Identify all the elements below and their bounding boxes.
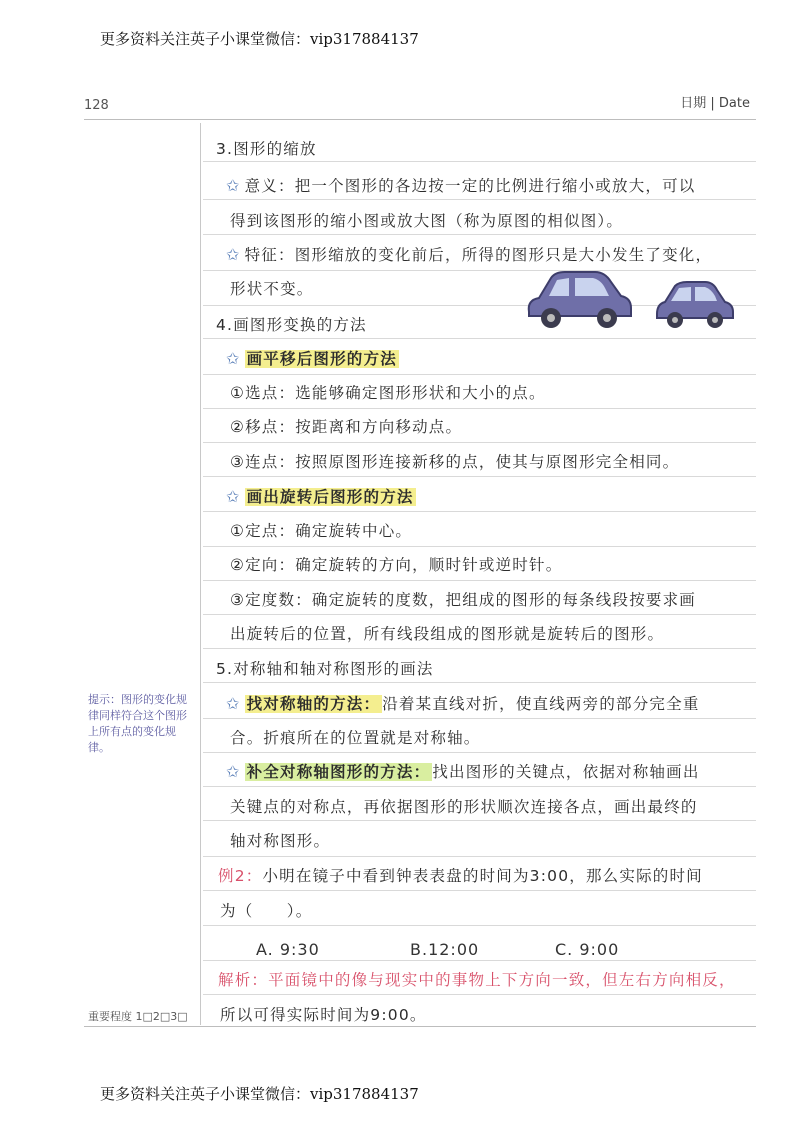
importance-rating: 重要程度 1□2□3□ xyxy=(88,1010,188,1023)
s5-find-line2: 合。折痕所在的位置就是对称轴。 xyxy=(230,729,481,747)
s5-complete-line1: ✩ 补全对称轴图形的方法： 找出图形的关键点，依据对称轴画出 xyxy=(226,762,700,781)
side-note: 提示：图形的变化规律同样符合这个图形上所有点的变化规律。 xyxy=(88,693,187,754)
margin-line xyxy=(200,123,201,1025)
s4-translate-step3: ③连点：按照原图形连接新移的点，使其与原图形完全相同。 xyxy=(230,453,680,471)
s4-rotate-step3-line2: 出旋转后的位置，所有线段组成的图形就是旋转后的图形。 xyxy=(230,625,665,643)
analysis-line2: 所以可得实际时间为9:00。 xyxy=(220,1006,427,1024)
s3-feature-line1: ✩ 特征：图形缩放的变化前后，所得的图形只是大小发生了变化， xyxy=(226,245,713,264)
option-c: C. 9:00 xyxy=(555,940,620,959)
star-icon: ✩ xyxy=(226,694,241,713)
s4-rotate-step1: ①定点：确定旋转中心。 xyxy=(230,522,413,540)
date-label: 日期 | Date xyxy=(680,96,750,111)
option-a: A. 9:30 xyxy=(256,940,320,959)
example-line2: 为（ ）。 xyxy=(220,902,313,920)
s3-meaning-line2: 得到该图形的缩小图或放大图（称为原图的相似图）。 xyxy=(230,212,624,230)
s3-meaning-line1: ✩ 意义：把一个图形的各边按一定的比例进行缩小或放大，可以 xyxy=(226,176,696,195)
section5-title: 5.对称轴和轴对称图形的画法 xyxy=(216,660,434,678)
star-icon: ✩ xyxy=(226,487,241,506)
footer-note: 更多资料关注英子小课堂微信：vip317884137 xyxy=(100,1085,419,1103)
star-icon: ✩ xyxy=(226,349,241,368)
option-b: B.12:00 xyxy=(410,940,480,959)
star-icon: ✩ xyxy=(226,762,241,781)
small-car-icon xyxy=(655,280,735,330)
s5-complete-line2: 关键点的对称点，再依据图形的形状顺次连接各点，画出最终的 xyxy=(230,798,698,816)
section4-title: 4.画图形变换的方法 xyxy=(216,316,367,334)
analysis-line1: 解析：平面镜中的像与现实中的事物上下方向一致，但左右方向相反， xyxy=(218,971,736,989)
s3-feature-line2: 形状不变。 xyxy=(230,280,314,298)
car-icon xyxy=(525,268,637,332)
s5-find-line1: ✩ 找对称轴的方法： 沿着某直线对折，使直线两旁的部分完全重 xyxy=(226,694,700,713)
page-number: 128 xyxy=(84,98,109,113)
top-rule xyxy=(84,119,756,120)
s4-rotate-heading: ✩ 画出旋转后图形的方法 xyxy=(226,487,414,506)
s5-complete-line3: 轴对称图形。 xyxy=(230,832,331,850)
s4-translate-step1: ①选点：选能够确定图形形状和大小的点。 xyxy=(230,384,546,402)
star-icon: ✩ xyxy=(226,245,241,264)
s4-translate-heading: ✩ 画平移后图形的方法 xyxy=(226,349,397,368)
section3-title: 3.图形的缩放 xyxy=(216,140,317,158)
example-line1: 例2：小明在镜子中看到钟表表盘的时间为3:00，那么实际的时间 xyxy=(218,867,703,885)
s4-rotate-step2: ②定向：确定旋转的方向，顺时针或逆时针。 xyxy=(230,556,563,574)
star-icon: ✩ xyxy=(226,176,241,195)
s4-rotate-step3-line1: ③定度数：确定旋转的度数，把组成的图形的每条线段按要求画 xyxy=(230,591,696,609)
s4-translate-step2: ②移点：按距离和方向移动点。 xyxy=(230,418,463,436)
bottom-rule xyxy=(84,1026,756,1027)
header-note: 更多资料关注英子小课堂微信：vip317884137 xyxy=(100,30,419,48)
